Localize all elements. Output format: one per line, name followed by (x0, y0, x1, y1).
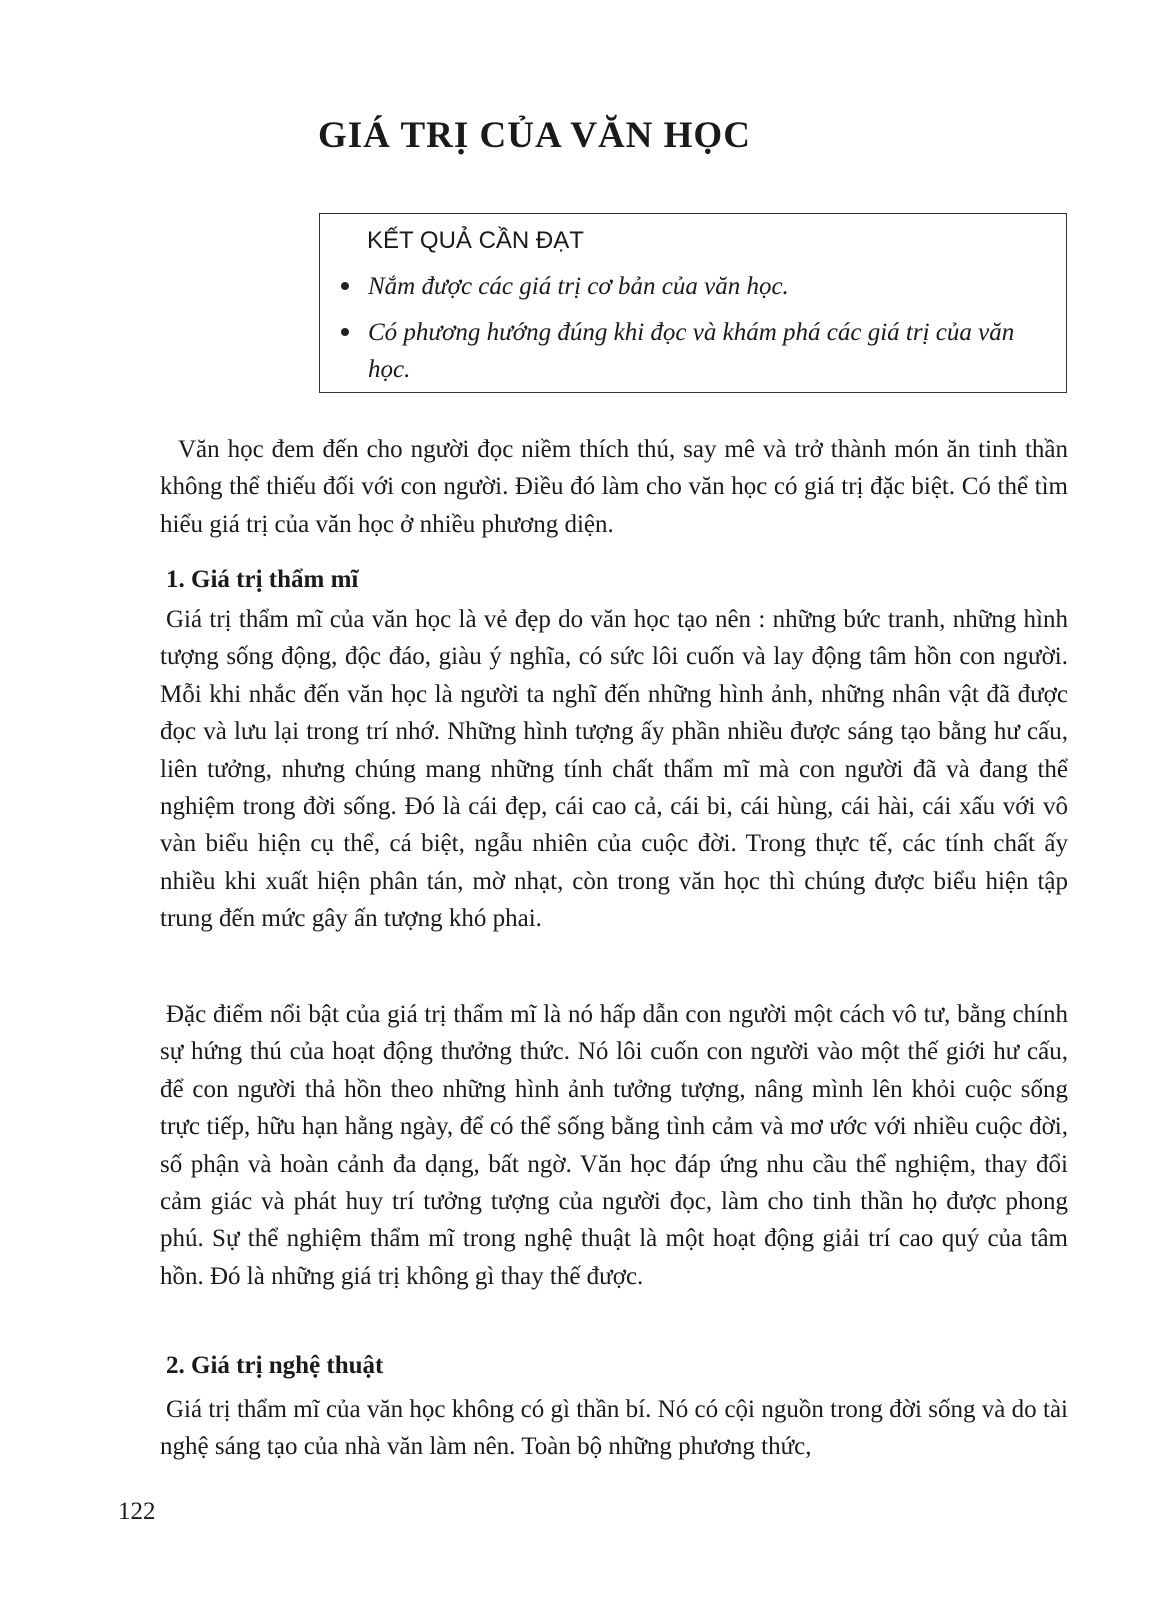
intro-paragraph: Văn học đem đến cho người đọc niềm thích thú, say mê và trở thành món ăn tinh thần không thể thiếu đối với con người. Điều đó làm cho văn học có giá trị đặc biệt. Có thể tìm hiểu giá trị của văn học ở nhiều phương diện. (160, 436, 1068, 538)
bullet-icon (341, 282, 349, 290)
learning-goal-text: Nắm được các giá trị cơ bản của văn học. (368, 273, 789, 300)
section-heading-artistic-value: 2. Giá trị nghệ thuật (166, 1352, 384, 1379)
learning-goals-box (319, 213, 1067, 393)
aesthetic-value-paragraph-1: Giá trị thẩm mĩ của văn học là vẻ đẹp do văn học tạo nên : những bức tranh, những hình tượng sống động, độc đáo, giàu ý nghĩa, có sức lôi cuốn và lay động tâm hồn con người. Mỗi khi nhắc đến văn học là người ta nghĩ đến những hình ảnh, những nhân vật đã được đọc và lưu lại trong trí nhớ. Những hình tượng ấy phần nhiều được sáng tạo bằng hư cấu, liên tưởng, nhưng chúng mang những tính chất thẩm mĩ mà con người đã và đang thể nghiệm trong đời sống. Đó là cái đẹp, cái cao cả, cái bi, cái hùng, cái hài, cái xấu với vô vàn biểu hiện cụ thể, cá biệt, ngẫu nhiên của cuộc đời. Trong thực tế, các tính chất ấy nhiều khi xuất hiện phân tán, mờ nhạt, còn trong văn học thì chúng được biểu hiện tập trung đến mức gây ấn tượng khó phai. (160, 606, 1068, 933)
artistic-value-paragraph-1: Giá trị thẩm mĩ của văn học không có gì thần bí. Nó có cội nguồn trong đời sống và do tài nghệ sáng tạo của nhà văn làm nên. Toàn bộ những phương thức, (160, 1396, 1068, 1461)
learning-goal-text: Có phương hướng đúng khi đọc và khám phá các giá trị của văn học. (368, 319, 1015, 383)
page-title: GIÁ TRỊ CỦA VĂN HỌC (318, 115, 751, 156)
bullet-icon (341, 328, 349, 336)
aesthetic-value-paragraph-2: Đặc điểm nổi bật của giá trị thẩm mĩ là nó hấp dẫn con người một cách vô tư, bằng chính sự hứng thú của hoạt động thưởng thức. Nó lôi cuốn con người vào một thế giới hư cấu, để con người thả hồn theo những hình ảnh tưởng tượng, nâng mình lên khỏi cuộc sống trực tiếp, hữu hạn hằng ngày, để có thể sống bằng tình cảm và mơ ước với nhiều cuộc đời, số phận và hoàn cảnh đa dạng, bất ngờ. Văn học đáp ứng nhu cầu thể nghiệm, thay đổi cảm giác và phát huy trí tưởng tượng của người đọc, làm cho tinh thần họ được phong phú. Sự thể nghiệm thẩm mĩ trong nghệ thuật là một hoạt động giải trí cao quý của tâm hồn. Đó là những giá trị không gì thay thế được. (160, 1001, 1068, 1290)
learning-goal-item (368, 268, 1048, 305)
learning-goal-item (368, 314, 1048, 388)
page-number: 122 (118, 1498, 156, 1525)
section-heading-aesthetic-value: 1. Giá trị thẩm mĩ (166, 566, 359, 593)
learning-goals-heading: KẾT QUẢ CẦN ĐẠT (367, 227, 584, 254)
